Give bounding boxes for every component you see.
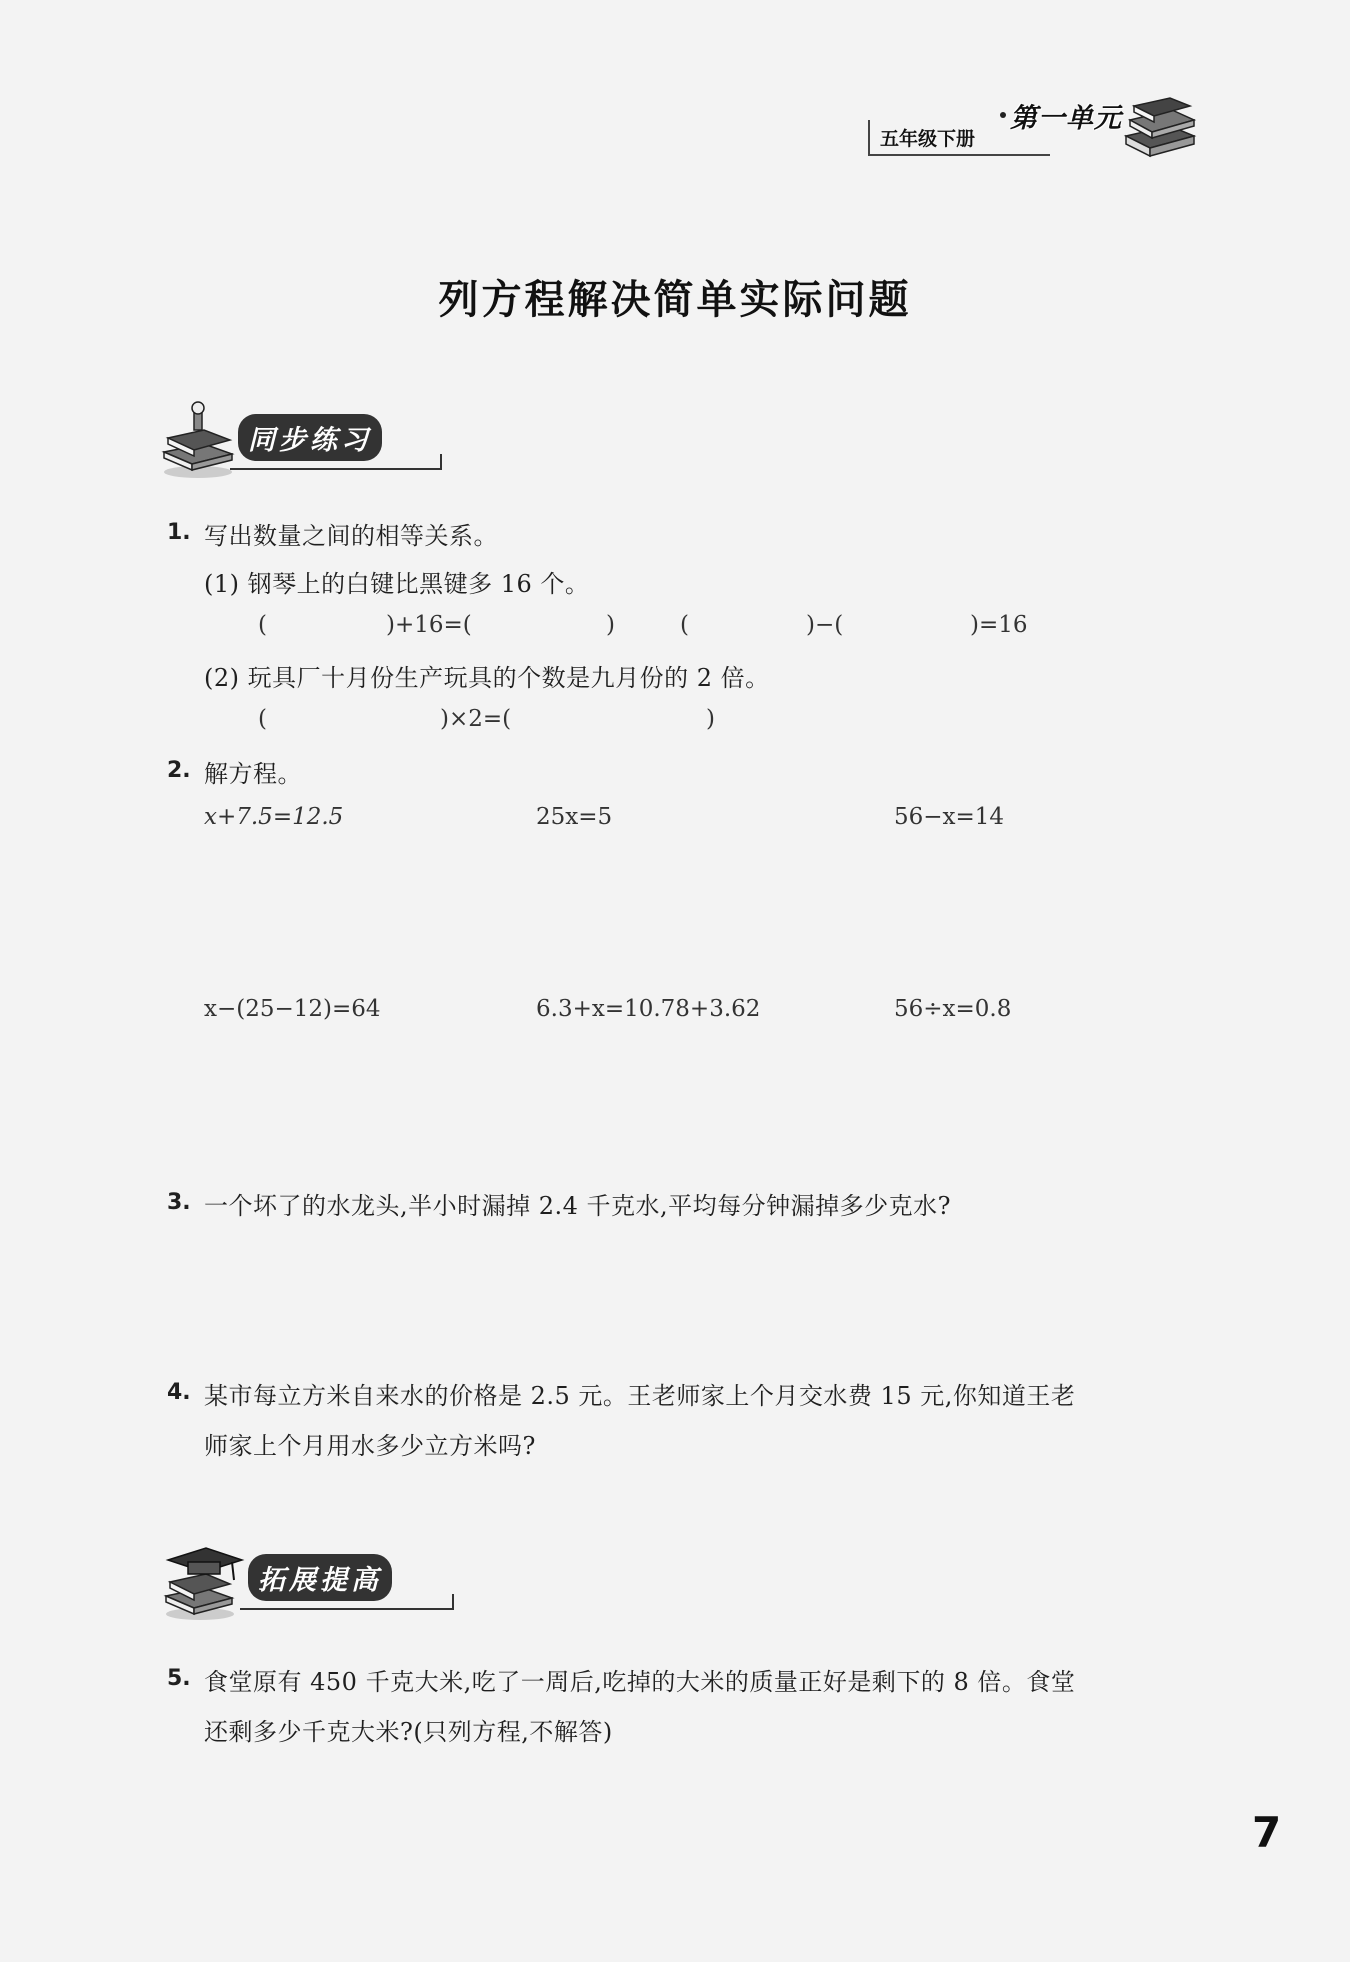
unit-header [868, 96, 1198, 166]
page-title: 列方程解决简单实际问题 [438, 276, 912, 323]
q1-blank-mid-2: )−( [806, 612, 844, 638]
q1-blank-mid-1: )+16=( [386, 612, 472, 638]
books-lamp-icon [160, 400, 240, 480]
dot-icon [1000, 112, 1006, 118]
section-extension-label: 拓展提高 [248, 1554, 392, 1601]
unit-label: 第一单元 [1010, 103, 1122, 134]
book-stack-icon [1120, 96, 1198, 160]
q1-blank-close-1: ) [606, 612, 615, 638]
section-practice-label: 同步练习 [238, 414, 382, 461]
section-practice-header [160, 400, 450, 480]
q1-number: 1. [167, 520, 191, 545]
section-extension-header [160, 1540, 460, 1620]
q1-blank-open-3: ( [258, 706, 267, 732]
q2-equation-1: x+7.5=12.5 [204, 804, 344, 830]
q4-line-1: 某市每立方米自来水的价格是 2.5 元。王老师家上个月交水费 15 元,你知道王老 [204, 1382, 1076, 1410]
q1-blank-mid-3: )×2=( [440, 706, 512, 732]
q5-line-1: 食堂原有 450 千克大米,吃了一周后,吃掉的大米的质量正好是剩下的 8 倍。食堂 [204, 1668, 1076, 1696]
q1-prompt: 写出数量之间的相等关系。 [204, 522, 498, 550]
books-graduation-cap-icon [160, 1540, 246, 1622]
q5-line-2: 还剩多少千克大米?(只列方程,不解答) [204, 1718, 613, 1746]
q2-equation-3: 56−x=14 [894, 804, 1005, 830]
q1-blank-open-1: ( [258, 612, 267, 638]
section-extension-rule [240, 1594, 454, 1610]
page-number: 7 [1252, 1808, 1282, 1857]
q2-equation-5: 6.3+x=10.78+3.62 [536, 996, 761, 1022]
q1-sub1: (1) 钢琴上的白键比黑键多 16 个。 [204, 570, 590, 598]
q4-number: 4. [167, 1380, 191, 1405]
q1-sub2: (2) 玩具厂十月份生产玩具的个数是九月份的 2 倍。 [204, 664, 770, 692]
grade-label: 五年级下册 [880, 128, 976, 150]
q5-number: 5. [167, 1666, 191, 1691]
section-practice-rule [230, 454, 442, 470]
q4-line-2: 师家上个月用水多少立方米吗? [204, 1432, 536, 1460]
q3-text: 一个坏了的水龙头,半小时漏掉 2.4 千克水,平均每分钟漏掉多少克水? [204, 1192, 952, 1220]
q1-blank-close-3: ) [706, 706, 715, 732]
q1-blank-open-2: ( [680, 612, 689, 638]
q2-equation-4: x−(25−12)=64 [204, 996, 381, 1022]
q2-equation-6: 56÷x=0.8 [894, 996, 1012, 1022]
q2-number: 2. [167, 758, 191, 783]
q3-number: 3. [167, 1190, 191, 1215]
q2-equation-2: 25x=5 [536, 804, 613, 830]
q2-prompt: 解方程。 [204, 760, 302, 788]
q1-blank-close-2: )=16 [970, 612, 1028, 638]
